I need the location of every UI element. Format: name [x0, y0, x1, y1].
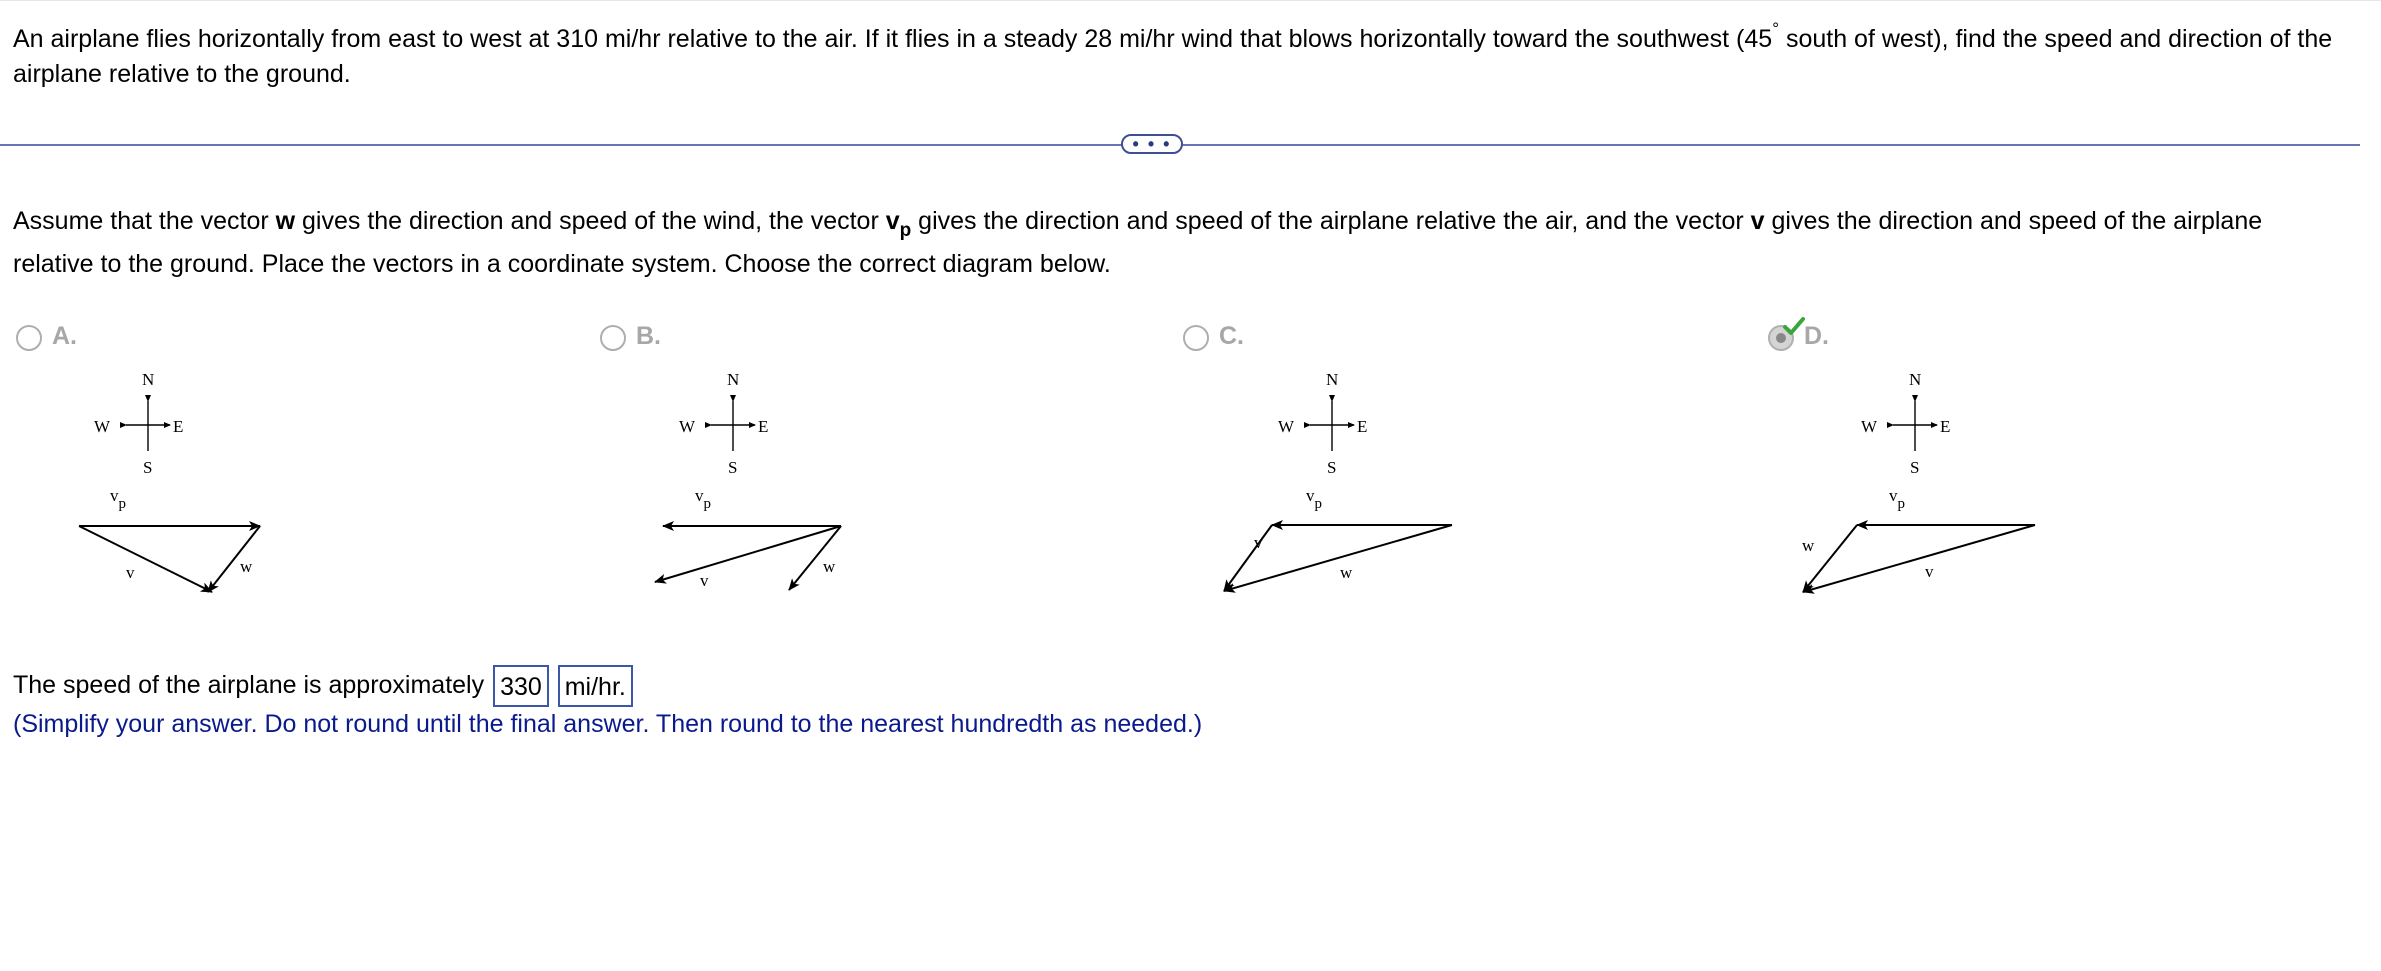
answer-prefix: The speed of the airplane is approximately	[13, 671, 485, 699]
diagram-c[interactable]	[1254, 355, 1494, 615]
compass-w-label: W	[1861, 417, 1878, 436]
choice-d[interactable]	[1768, 320, 1968, 360]
degree-symbol: °	[1772, 19, 1779, 38]
compass-s-label: S	[1327, 458, 1337, 477]
prompt-vector-vp-main: v	[885, 207, 900, 235]
rounding-hint: (Simplify your answer. Do not round until the final answer. Then round to the nearest hundredth as needed.)	[13, 710, 1203, 738]
vector-w-label: w	[1340, 563, 1353, 582]
compass-e-label: E	[1357, 417, 1368, 436]
compass-rose	[679, 370, 768, 477]
unit-answer-field[interactable]: mi/hr.	[558, 665, 633, 707]
compass-n-label: N	[1326, 370, 1339, 389]
diagram-a[interactable]	[70, 355, 310, 615]
choice-b-letter: B.	[636, 322, 661, 350]
prompt-text-4: gives the direction and speed of the airplane relative to the ground. Place the vectors in a coordinate system. Choose the correct diagram below.	[13, 207, 2263, 278]
compass-w-label: W	[1278, 417, 1295, 436]
compass-s-label: S	[143, 458, 153, 477]
expand-more-button[interactable]: • • •	[1121, 134, 1183, 154]
vector-vp-label: vp	[110, 486, 126, 512]
choice-b-radio[interactable]	[600, 325, 626, 351]
choice-c-radio[interactable]	[1183, 325, 1209, 351]
diagram-d[interactable]	[1802, 355, 2077, 615]
prompt-text-2: gives the direction and speed of the wind, the vector	[295, 207, 886, 235]
choice-a[interactable]	[16, 320, 216, 360]
compass-s-label: S	[1910, 458, 1920, 477]
vector-v-label: v	[1254, 533, 1263, 552]
problem-text-1: An airplane flies horizontally from east to west at 310 mi/hr relative to the air. If it flies in a steady 28 mi/hr wind that blows horizontally toward the southwest (45	[13, 25, 1773, 53]
compass-rose	[1861, 370, 1950, 477]
vector-vp-label: vp	[1889, 486, 1905, 512]
prompt-vector-vp-sub: p	[899, 220, 912, 241]
diagram-c-svg	[1254, 355, 1494, 615]
choice-a-radio[interactable]	[16, 325, 42, 351]
choice-c-letter: C.	[1219, 322, 1244, 350]
vector-w-label: w	[823, 557, 836, 576]
vector-v	[655, 526, 841, 582]
problem-statement	[13, 19, 2333, 92]
prompt-vector-vp	[885, 207, 912, 241]
correct-check-icon	[1782, 314, 1806, 338]
vector-v	[79, 526, 212, 592]
vector-v-label: v	[1925, 562, 1934, 581]
choice-b[interactable]	[600, 320, 800, 360]
vector-w-label: w	[240, 557, 253, 576]
question-prompt	[13, 200, 2343, 286]
compass-e-label: E	[1940, 417, 1951, 436]
choice-d-letter: D.	[1804, 322, 1829, 350]
prompt-vector-v: v	[1750, 207, 1765, 235]
diagram-b[interactable]	[655, 355, 895, 615]
compass-rose	[1278, 370, 1367, 477]
compass-w-label: W	[679, 417, 696, 436]
vector-vp-label: vp	[1306, 486, 1322, 512]
diagram-b-svg	[655, 355, 895, 615]
vector-v-label: v	[700, 571, 709, 590]
compass-n-label: N	[1909, 370, 1922, 389]
top-divider	[0, 0, 2381, 1]
vector-w	[1224, 525, 1272, 591]
speed-answer-field[interactable]: 330	[493, 665, 549, 707]
choice-a-letter: A.	[52, 322, 77, 350]
choice-c[interactable]	[1183, 320, 1383, 360]
prompt-vector-w: w	[275, 207, 296, 235]
compass-rose	[94, 370, 183, 477]
prompt-text-1: Assume that the vector	[13, 207, 276, 235]
compass-w-label: W	[94, 417, 111, 436]
prompt-text-3: gives the direction and speed of the airplane relative the air, and the vector	[911, 207, 1751, 235]
vector-w-label: w	[1802, 536, 1815, 555]
compass-n-label: N	[727, 370, 740, 389]
answer-line	[13, 662, 633, 708]
diagram-d-svg	[1802, 355, 2077, 615]
compass-e-label: E	[173, 417, 184, 436]
compass-s-label: S	[728, 458, 738, 477]
problem-text-2: south of west), find the speed and direction of the airplane relative to the ground.	[13, 25, 2333, 88]
vector-v-label: v	[126, 563, 135, 582]
vector-vp-label: vp	[695, 486, 711, 512]
compass-e-label: E	[758, 417, 769, 436]
vector-v	[1803, 525, 2035, 592]
compass-n-label: N	[142, 370, 155, 389]
diagram-a-svg	[70, 355, 310, 615]
